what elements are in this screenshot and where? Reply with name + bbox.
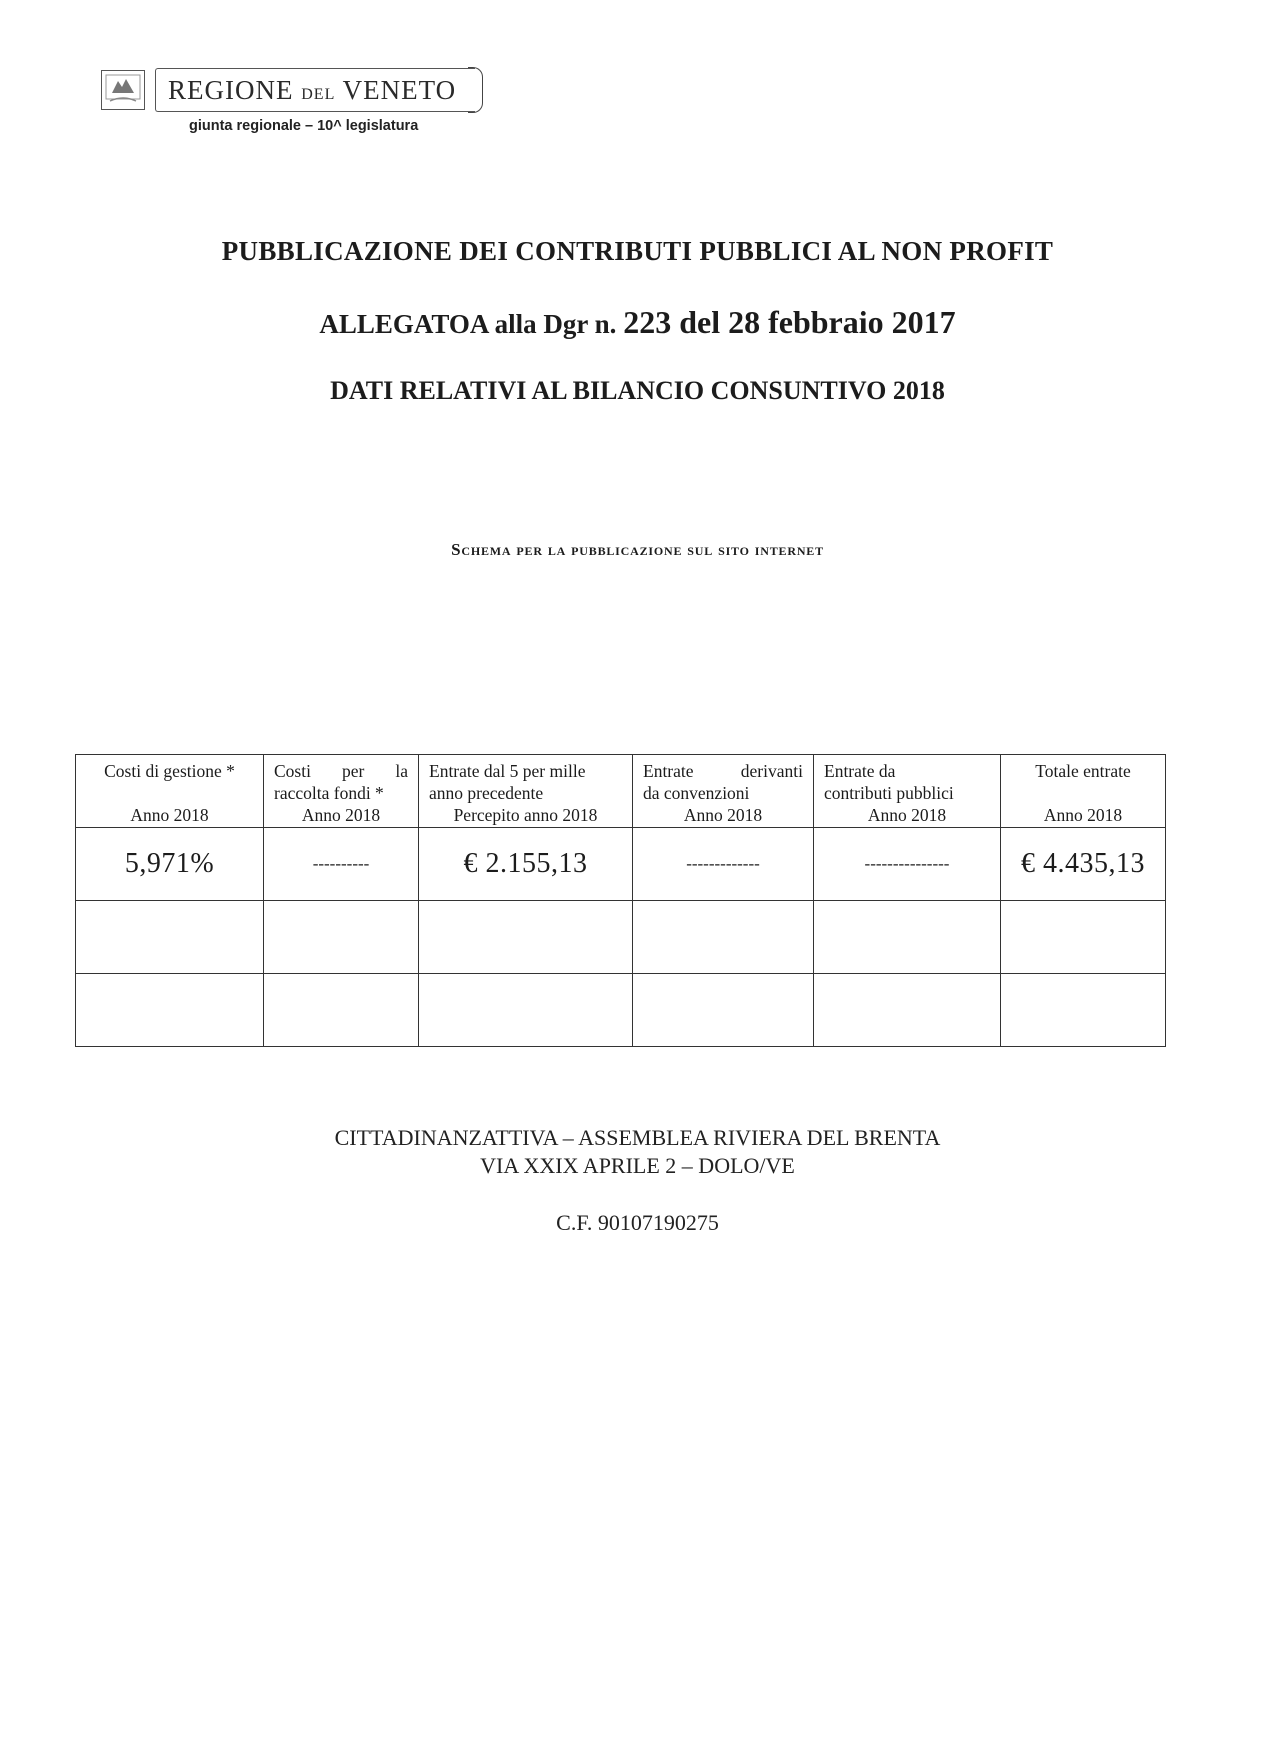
empty-cell [76,974,264,1047]
legislature-subtitle: giunta regionale – 10^ legislatura [189,118,419,134]
region-name-box [155,68,475,112]
empty-cell [633,974,814,1047]
empty-cell [1001,974,1166,1047]
header-entrate-5-per-mille: Entrate dal 5 per mille anno precedente Percepito anno 2018 [419,755,633,828]
empty-cell [419,901,633,974]
region-logo [101,68,481,134]
cell-costi-raccolta: ---------- [264,828,419,901]
cell-entrate-convenzioni: ------------- [633,828,814,901]
header-costi-gestione: Costi di gestione * Anno 2018 [76,755,264,828]
cell-entrate-5-per-mille: € 2.155,13 [419,828,633,901]
empty-cell [264,901,419,974]
empty-cell [264,974,419,1047]
empty-cell [1001,901,1166,974]
region-emblem-icon [101,70,145,110]
schema-title: Schema per la pubblicazione sul sito internet [451,540,824,559]
empty-cell [814,901,1001,974]
header-entrate-contributi: Entrate da contributi pubblici Anno 2018 [814,755,1001,828]
table-row-empty [76,901,1166,974]
document-title: PUBBLICAZIONE DEI CONTRIBUTI PUBBLICI AL NON PROFIT [221,236,1054,266]
table-header-row [76,755,1166,828]
empty-cell [419,974,633,1047]
table-row-empty [76,974,1166,1047]
cell-totale-entrate: € 4.435,13 [1001,828,1166,901]
empty-cell [76,901,264,974]
cell-entrate-contributi: --------------- [814,828,1001,901]
organization-name: CITTADINANZATTIVA – ASSEMBLEA RIVIERA DEL BRENTA [334,1125,941,1150]
header-entrate-convenzioni: Entrate derivanti da convenzioni Anno 2018 [633,755,814,828]
contributions-table [75,754,1166,1047]
table-row [76,828,1166,901]
organization-address: VIA XXIX APRILE 2 – DOLO/VE [480,1153,795,1178]
balance-title: DATI RELATIVI AL BILANCIO CONSUNTIVO 2018 [330,376,945,405]
header-totale-entrate: Totale entrate Anno 2018 [1001,755,1166,828]
organization-tax-code: C.F. 90107190275 [556,1210,719,1235]
empty-cell [633,901,814,974]
attachment-reference: ALLEGATOA alla Dgr n. 223 del 28 febbraio 2017 [319,304,956,340]
header-costi-raccolta: Costi per la raccolta fondi * Anno 2018 [264,755,419,828]
region-name: REGIONE DEL VENETO [168,75,457,105]
logo-bracket [468,67,483,113]
empty-cell [814,974,1001,1047]
cell-costi-gestione: 5,971% [76,828,264,901]
